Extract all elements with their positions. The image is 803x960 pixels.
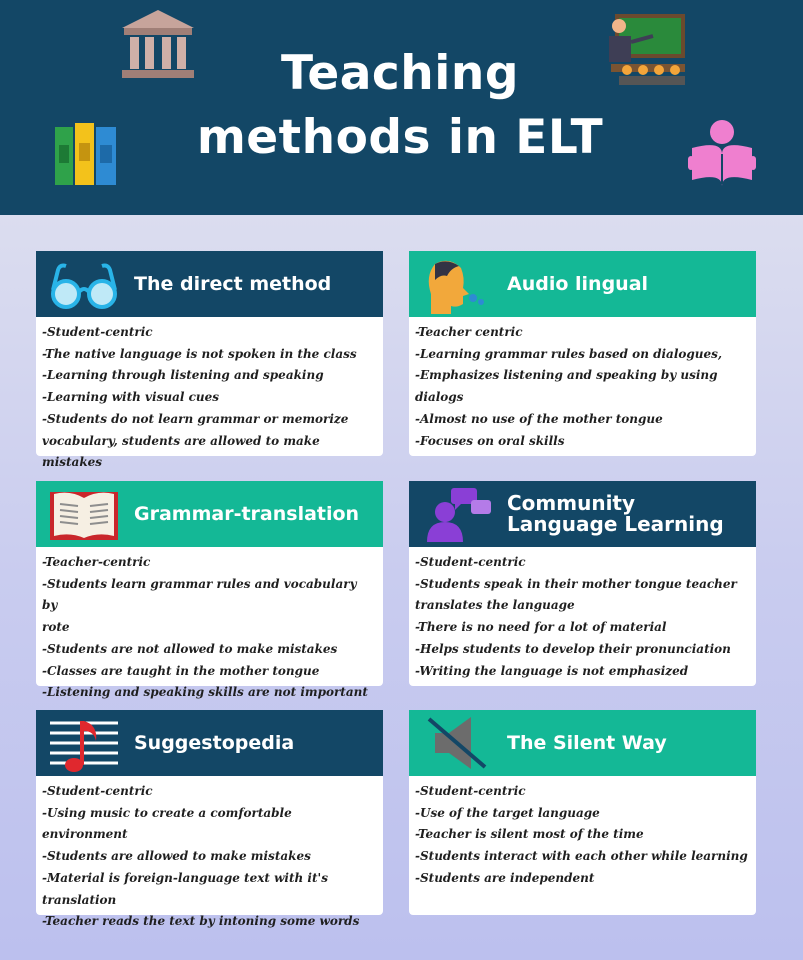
- list-item: -Students learn grammar rules and vocabulary by: [42, 576, 357, 613]
- list-item: -Student-centric: [42, 325, 153, 339]
- card-audio-lingual: [409, 251, 756, 456]
- card-header: [409, 710, 756, 776]
- chat-person-icon: [421, 486, 493, 542]
- card-list: [409, 317, 756, 458]
- list-item: -Student-centric: [42, 784, 153, 798]
- card-grammar-translation: [36, 481, 383, 700]
- list-item: -There is no need for a lot of material: [415, 620, 667, 635]
- card-list: [409, 776, 756, 896]
- title-line-1: Teaching: [281, 46, 519, 101]
- card-list: [36, 317, 383, 480]
- open-book-icon: [48, 486, 120, 542]
- card-header: [36, 710, 383, 776]
- page-title: [140, 42, 660, 170]
- card-header: [409, 481, 756, 547]
- card-list: [36, 776, 383, 939]
- list-item: -Material is foreign-language text with it's: [42, 870, 328, 885]
- card-title: Audio lingual: [507, 273, 649, 295]
- list-item: -Teacher centric: [415, 325, 523, 339]
- music-note-icon: [48, 715, 120, 771]
- list-item: -Teacher reads the text by intoning some words: [42, 914, 360, 929]
- card-header: [36, 251, 383, 317]
- glasses-icon: [48, 256, 120, 312]
- list-item: -Emphasizes listening and speaking by using: [415, 368, 718, 383]
- list-item: -Listening and speaking skills are not important: [42, 685, 368, 700]
- card-list: [409, 547, 756, 688]
- card-list: [36, 547, 383, 710]
- list-item: -Teacher is silent most of the time: [415, 827, 644, 842]
- list-item: -Almost no use of the mother tongue: [415, 411, 663, 426]
- card-title: Grammar-translation: [134, 503, 360, 525]
- card-header: [36, 481, 383, 547]
- card-title: The direct method: [134, 273, 332, 295]
- list-item: rote: [42, 620, 70, 635]
- list-item: dialogs: [415, 390, 464, 405]
- list-item: -The native language is not spoken in the class: [42, 346, 357, 361]
- list-item: -Focuses on oral skills: [415, 433, 565, 448]
- list-item: -Use of the target language: [415, 805, 600, 820]
- card-direct-method: [36, 251, 383, 470]
- list-item: -Students are independent: [415, 870, 595, 885]
- card-community-language-learning: [409, 481, 756, 686]
- card-title: Community Language Learning: [507, 491, 724, 536]
- card-suggestopedia: [36, 710, 383, 929]
- speaking-person-icon: [421, 256, 493, 312]
- card-header: [409, 251, 756, 317]
- list-item: -Learning through listening and speaking: [42, 368, 324, 383]
- list-item: -Classes are taught in the mother tongue: [42, 663, 320, 678]
- list-item: -Students are allowed to make mistakes: [42, 849, 311, 864]
- list-item: -Learning grammar rules based on dialogues,: [415, 346, 723, 361]
- list-item: -Student-centric: [415, 784, 526, 798]
- title-line-2: methods in ELT: [196, 110, 604, 165]
- list-item: -Using music to create a comfortable environment: [42, 805, 292, 842]
- card-title: The Silent Way: [507, 732, 667, 754]
- list-item: -Helps students to develop their pronunciation: [415, 641, 731, 656]
- list-item: -Writing the language is not emphasized: [415, 663, 689, 678]
- list-item: -Learning with visual cues: [42, 390, 220, 405]
- card-title: Suggestopedia: [134, 732, 295, 754]
- list-item: -Students speak in their mother tongue teacher: [415, 576, 737, 591]
- books-icon: [55, 123, 119, 185]
- list-item: translation: [42, 892, 117, 907]
- list-item: -Students interact with each other while learning: [415, 849, 748, 864]
- list-item: -Student-centric: [415, 555, 526, 569]
- muted-speaker-icon: [421, 715, 493, 771]
- reading-student-icon: [688, 118, 756, 186]
- list-item: -Students do not learn grammar or memorize: [42, 411, 349, 426]
- list-item: -Teacher-centric: [42, 555, 151, 569]
- list-item: translates the language: [415, 598, 575, 613]
- card-silent-way: [409, 710, 756, 915]
- list-item: vocabulary, students are allowed to make mistakes: [42, 433, 320, 470]
- list-item: -Students are not allowed to make mistakes: [42, 641, 338, 656]
